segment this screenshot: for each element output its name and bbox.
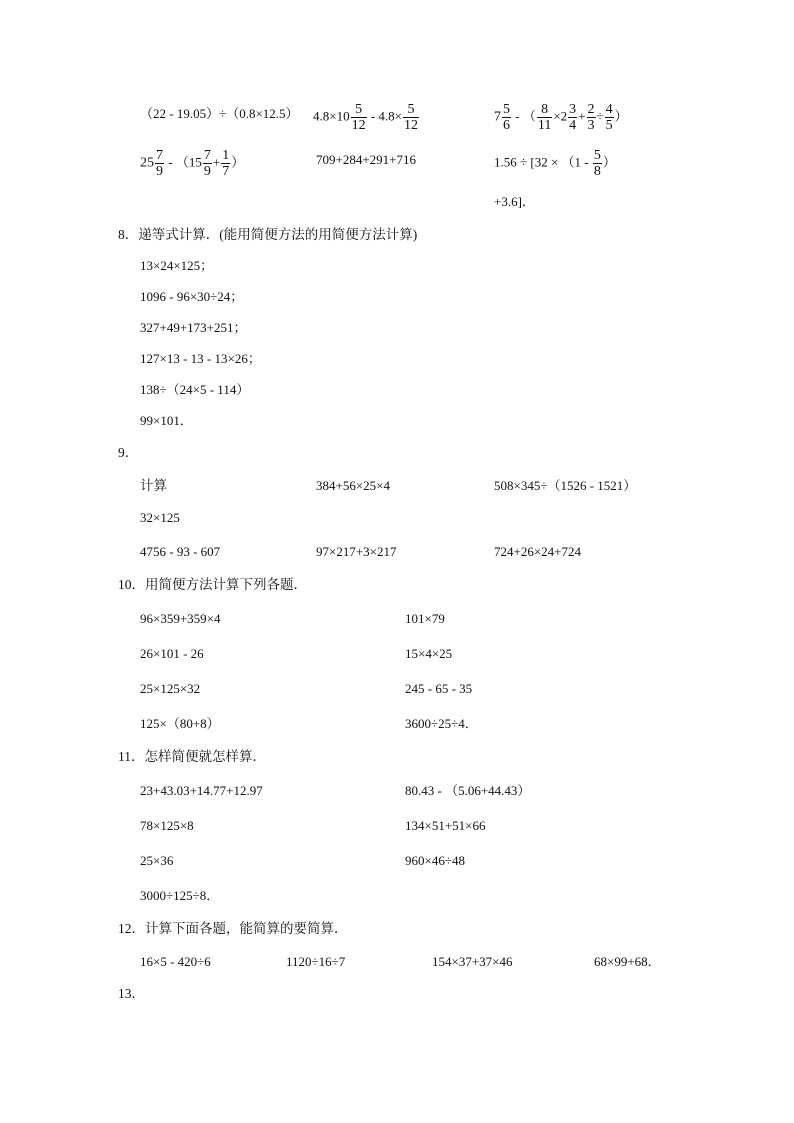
q10-item: 3600÷25÷4． bbox=[405, 716, 478, 731]
problem-top-4: 25 $\frac{7}{9}$ - （15 $\frac{7}{9}$ + $\frac{1}{7}$ ） bbox=[140, 148, 245, 179]
fraction: $\frac{5}{12}$ bbox=[404, 102, 419, 133]
question-12-title: 12．计算下面各题，能简算的要简算． bbox=[118, 921, 348, 936]
fraction: $\frac{8}{11}$ bbox=[537, 102, 552, 133]
fraction: $\frac{3}{4}$ bbox=[569, 102, 577, 133]
q11-item: 23+43.03+14.77+12.97 bbox=[140, 783, 263, 798]
q8-item: 13×24×125； bbox=[140, 258, 214, 273]
problem-top-2 bbox=[313, 102, 420, 133]
q9-item: 724+26×24+724 bbox=[494, 544, 581, 559]
fraction: $\frac{1}{7}$ bbox=[222, 148, 230, 179]
q11-item: 25×36 bbox=[140, 853, 174, 868]
q11-item: 3000÷125÷8． bbox=[140, 888, 220, 903]
q12-item: 16×5 - 420÷6 bbox=[140, 954, 211, 969]
q10-item: 125×（80+8） bbox=[140, 716, 220, 731]
q12-item: 68×99+68． bbox=[594, 954, 661, 969]
problem-top-3: 7 $\frac{5}{6}$ - （ $\frac{8}{11}$ ×2 $\frac{3}{4}$ + $\frac{2}{3}$ ÷ $\frac{4}{5}$ ） bbox=[494, 102, 628, 133]
fraction: $\frac{5}{12}$ bbox=[351, 102, 366, 133]
q10-item: 15×4×25 bbox=[405, 646, 453, 661]
q12-item: 154×37+37×46 bbox=[432, 954, 513, 969]
q9-item: 384+56×25×4 bbox=[316, 478, 390, 493]
fraction: $\frac{7}{9}$ bbox=[203, 148, 211, 179]
q9-item: 97×217+3×217 bbox=[316, 544, 397, 559]
question-9-title: 9． bbox=[118, 445, 139, 460]
problem-top-1: （22 - 19.05）÷（0.8×12.5） bbox=[140, 106, 299, 121]
expr-part: - 4.8× bbox=[367, 108, 403, 124]
q8-item: 99×101． bbox=[140, 413, 193, 428]
q8-item: 127×13 - 13 - 13×26； bbox=[140, 351, 261, 366]
q11-item: 134×51+51×66 bbox=[405, 818, 486, 833]
q11-item: 960×46÷48 bbox=[405, 853, 465, 868]
fraction: $\frac{5}{8}$ bbox=[593, 148, 601, 179]
question-11-title: 11．怎样简便就怎样算． bbox=[118, 749, 266, 764]
question-13-title: 13． bbox=[118, 986, 145, 1001]
q8-item: 1096 - 96×30÷24； bbox=[140, 289, 244, 304]
question-8-title: 8．递等式计算．(能用简便方法的用简便方法计算) bbox=[118, 227, 418, 242]
fraction: $\frac{5}{6}$ bbox=[503, 102, 510, 133]
problem-top-6-continued: +3.6]． bbox=[494, 194, 535, 209]
q10-item: 245 - 65 - 35 bbox=[405, 681, 473, 696]
q12-item: 1120÷16÷7 bbox=[286, 954, 346, 969]
q8-item: 327+49+173+251； bbox=[140, 320, 247, 335]
q10-item: 96×359+359×4 bbox=[140, 611, 221, 626]
q11-item: 78×125×8 bbox=[140, 818, 194, 833]
fraction: $\frac{7}{9}$ bbox=[156, 148, 163, 179]
q9-item: 计算 bbox=[140, 478, 167, 493]
q8-item: 138÷（24×5 - 114） bbox=[140, 382, 250, 397]
question-10-title: 10．用简便方法计算下列各题． bbox=[118, 577, 307, 592]
problem-top-6: 1.56 ÷ [32 × （1 - $\frac{5}{8}$ ） bbox=[494, 148, 616, 179]
q10-item: 25×125×32 bbox=[140, 681, 201, 696]
expr-part: 4.8×10 bbox=[313, 108, 350, 124]
q10-item: 101×79 bbox=[405, 611, 445, 626]
fraction: $\frac{4}{5}$ bbox=[605, 102, 613, 133]
q9-item: 508×345÷（1526 - 1521） bbox=[494, 478, 637, 493]
q9-item: 32×125 bbox=[140, 510, 180, 525]
fraction: $\frac{2}{3}$ bbox=[587, 102, 595, 133]
q9-item: 4756 - 93 - 607 bbox=[140, 544, 221, 559]
q11-item: 80.43 - （5.06+44.43） bbox=[405, 783, 531, 798]
q10-item: 26×101 - 26 bbox=[140, 646, 204, 661]
problem-top-5: 709+284+291+716 bbox=[316, 152, 416, 167]
